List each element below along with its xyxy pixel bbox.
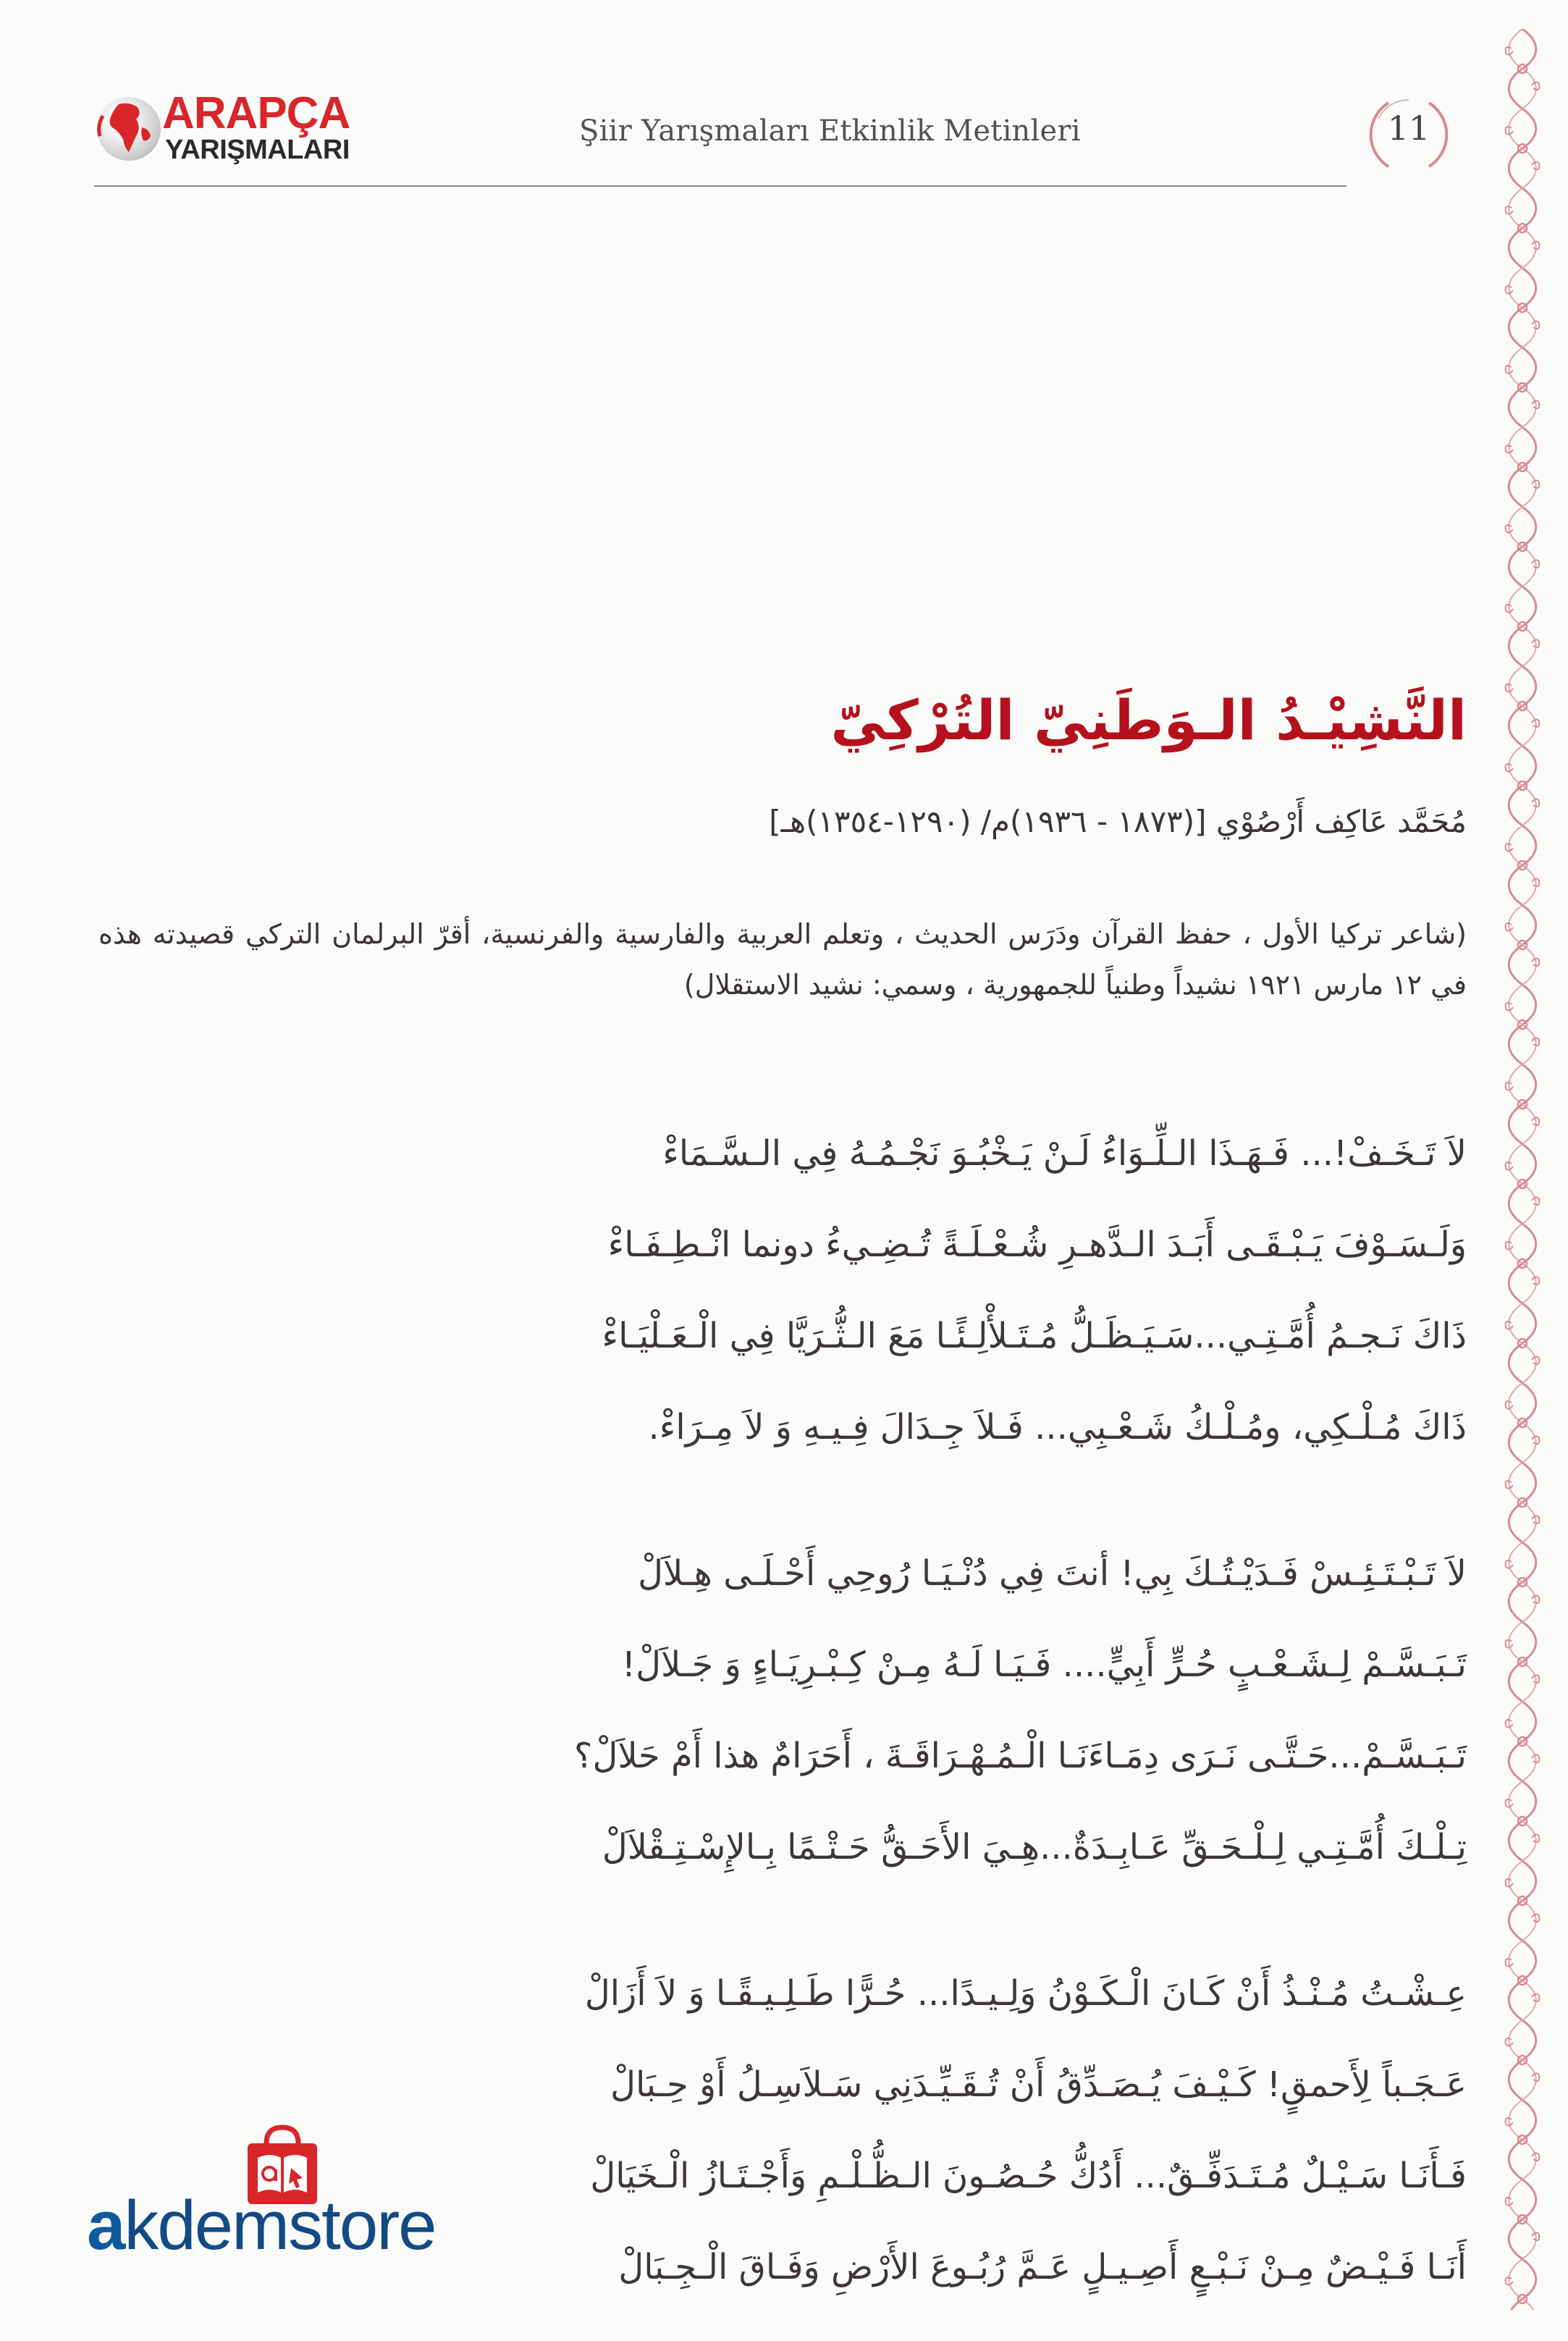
vine-ornament [1497,29,1548,2310]
poem-title: النَّشِيْـدُ الـوَطَنِيّ التُرْكِيّ [830,688,1467,752]
store-brand-rest: kdemstore [124,2187,436,2264]
verse-line: لاَ تَـخَـفْ!... فَـهَـذَا الـلِّـوَاءُ لَـنْ يَـخْبُـوَ نَجْـمُـهُ فِي الـسَّـمَاءْ [662,1133,1467,1174]
verse-line: عَـجَـباً لِأَحمقٍ! كَـيْـفَ يُـصَـدِّقُ أَنْ تُـقَـيِّـدَنِي سَـلاَسِـلُ أَوْ حِـبَالْ [610,2064,1467,2105]
logo-subtitle: YARIŞMALARI [165,135,350,165]
header-divider [94,185,1346,187]
verse-line: ذَاكَ مُـلْـكِي، ومُـلْـكُ شَـعْـبِي... فَـلاَ جِـدَالَ فِـيـهِ وَ لاَ مِـرَاءْ. [648,1407,1467,1447]
verse-line: عِـشْـتُ مُـنْـذُ أَنْ كَـانَ الْـكَـوْنُ وَلِـيـدًا... حُـرًّا طَـلِـيـقًـا وَ لاَ أَزَالْ [584,1973,1467,2014]
verse-line: ذَاكَ نَـجـمُ أُمَّـتِـي...سَـيَـظَـلُّ مُـتَـلأْلِـئًـا مَعَ الـثُّـرَيَّا فِي الْـعَـلْيَـاءْ [602,1316,1467,1356]
logo-title: ARAPÇA [162,88,350,138]
poem-intro: (شاعر تركيا الأول ، حفظ القرآن ودَرَس الحديث ، وتعلم العربية والفارسية والفرنسية، أقرّ البرلمان التركي قصيدته هذه في ١٢ مارس ١٩٢١ نشيداً وطنياً للجمهورية ، وسمي: نشيد الاستقلال) [98,918,1467,1001]
verse-line: تَـبَـسَّـمْ...حَـتَّـى نَـرَى دِمَـاءَنَـا الْـمُـهْـرَاقَـةَ ، أَحَرَامٌ هذا أَمْ حَلاَلْ؟ [574,1736,1467,1776]
store-brand-initial: a [87,2187,125,2264]
page-number: 11 [1387,109,1430,148]
verse-line: وَلَـسَـوْفَ يَـبْـقَـى أَبَـدَ الـدَّهـرِ شُـعْـلَـةً تُـضِـيءُ دونما انْـطِـفَـاءْ [607,1224,1467,1265]
page-number-badge [1364,90,1454,180]
verse-line: لاَ تَـبْـتَـئِـسْ فَـدَيْـتُـكَ بِي! أنتَ فِي دُنْـيَـا رُوحِي أَحْـلَـى هِـلاَلْ [638,1553,1467,1594]
brand-logo [87,85,362,172]
stanza-3 [585,1948,1467,2313]
stanza-1 [602,1108,1467,1473]
verse-line: تِـلْـكَ أُمَّـتِـي لِـلْـحَـقِّ عَـابِـدَةٌ...هِـيَ الأَحَـقُّ حَـتْـمًا بِـالإِسْـتِـقْلاَلْ [602,1827,1467,1867]
verse-line: أَنَـا فَـيْـضٌ مِـنْ نَـبْـعٍ أَصِـيـلٍ عَـمَّ رُبُـوعَ الأَرْضِ وَفَـاقَ الْـجِـبَالْ [618,2247,1467,2287]
author-line: مُحَمَّد عَاكِف أَرْصُوْي [(١٨٧٣ - ١٩٣٦)م/ (١٢٩٠-١٣٥٤)هـ] [769,804,1467,839]
store-brand-text [87,2187,436,2264]
verse-line: تَـبَـسَّـمْ لِـشَـعْـبٍ حُـرٍّ أَبِيٍّ.... فَـيَـا لَـهُ مِـنْ كِـبْـرِيَـاءٍ وَ جَـلاَلْ! [621,1644,1467,1685]
stanza-2 [574,1528,1467,1893]
globe-icon [97,97,161,161]
store-watermark [87,2122,492,2266]
running-header-title: Şiir Yarışmaları Etkinlik Metinleri [579,114,1081,148]
verse-line: فَـأَنَـا سَـيْـلٌ مُـتَـدَفِّـقٌ... أَدُكُّ حُـصُـونَ الـظُّـلْـمِ وَأَجْـتَـازُ الْـخَيَالْ [590,2156,1467,2196]
